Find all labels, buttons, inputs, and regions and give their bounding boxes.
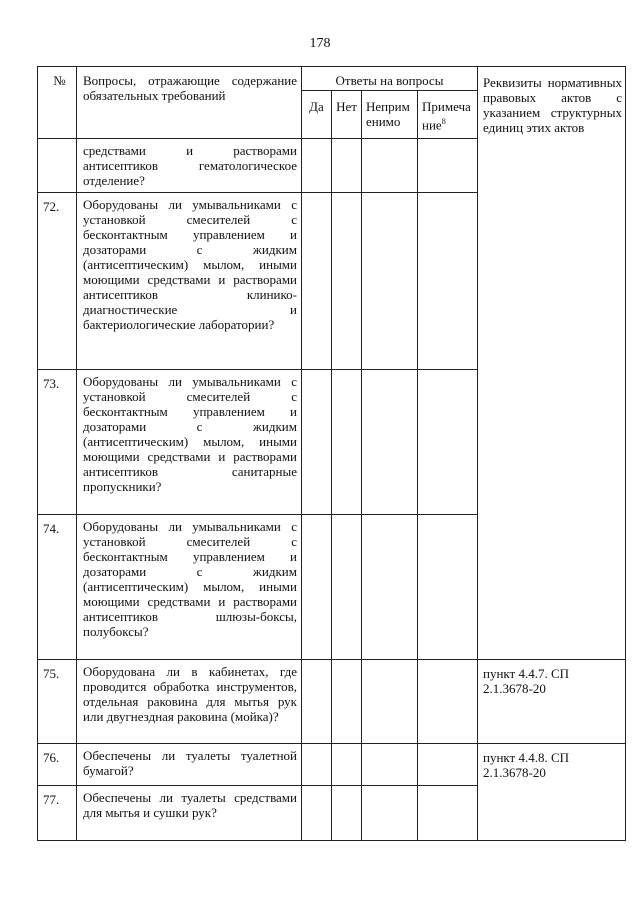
answer-yes-cell[interactable] (302, 660, 332, 744)
answer-na-cell[interactable] (362, 786, 418, 841)
row-number: 73. (38, 370, 77, 515)
row-number: 72. (38, 193, 77, 370)
header-no: Нет (332, 91, 362, 139)
header-note-line1: Примеча (422, 99, 471, 114)
header-answers: Ответы на вопросы (302, 67, 478, 91)
answer-note-cell[interactable] (418, 193, 478, 370)
answer-no-cell[interactable] (332, 744, 362, 786)
answer-yes-cell[interactable] (302, 786, 332, 841)
header-note-line2: ние (422, 117, 442, 133)
header-not-applicable-line1: Неприм (366, 99, 410, 114)
row-question: Оборудованы ли умывальниками с установкой смесителей с бесконтактным управлением и дозаторами с жидким (антисептическим) мылом, иными моющими средствами и растворами антисептиков клинико-диагностические и бактериологические лаборатории? (77, 193, 302, 370)
answer-note-cell[interactable] (418, 370, 478, 515)
row-reference: пункт 4.4.7. СП 2.1.3678-20 (478, 660, 626, 744)
row-question: Оборудованы ли умывальниками с установкой смесителей с бесконтактным управлением и дозаторами с жидким (антисептическим) мылом, иными моющими средствами и растворами антисептиков санитарные пропускники? (77, 370, 302, 515)
answer-na-cell[interactable] (362, 139, 418, 193)
row-question: Оборудованы ли умывальниками с установкой смесителей с бесконтактным управлением и дозаторами с жидким (антисептическим) мылом, иными моющими средствами и растворами антисептиков шлюзы-боксы, полубоксы? (77, 515, 302, 660)
answer-no-cell[interactable] (332, 370, 362, 515)
answer-no-cell[interactable] (332, 193, 362, 370)
header-note-footnote: 8 (441, 117, 446, 126)
answer-na-cell[interactable] (362, 370, 418, 515)
row-question: Обеспечены ли туалеты туалетной бумагой? (77, 744, 302, 786)
answer-yes-cell[interactable] (302, 744, 332, 786)
answer-no-cell[interactable] (332, 660, 362, 744)
header-question: Вопросы, отражающие содержание обязательных требований (77, 67, 302, 139)
header-yes: Да (302, 91, 332, 139)
answer-na-cell[interactable] (362, 660, 418, 744)
row-number: 74. (38, 515, 77, 660)
row-number: 77. (38, 786, 77, 841)
row-reference: пункт 4.4.8. СП 2.1.3678-20 (478, 744, 626, 841)
answer-note-cell[interactable] (418, 786, 478, 841)
answer-na-cell[interactable] (362, 193, 418, 370)
header-not-applicable (362, 91, 418, 139)
header-num: № (38, 67, 77, 139)
header-note (418, 91, 478, 139)
header-not-applicable-line2: енимо (366, 114, 401, 129)
table-row (38, 744, 626, 786)
answer-note-cell[interactable] (418, 660, 478, 744)
row-question: Оборудована ли в кабинетах, где проводится обработка инструментов, отдельная раковина для мытья рук или двугнездная раковина (мойка)? (77, 660, 302, 744)
header-requisites: Реквизиты нормативных правовых актов с указанием структурных единиц этих актов (478, 67, 626, 660)
answer-note-cell[interactable] (418, 515, 478, 660)
answer-note-cell[interactable] (418, 139, 478, 193)
answer-no-cell[interactable] (332, 786, 362, 841)
answer-no-cell[interactable] (332, 515, 362, 660)
answer-na-cell[interactable] (362, 515, 418, 660)
answer-yes-cell[interactable] (302, 139, 332, 193)
answer-no-cell[interactable] (332, 139, 362, 193)
answer-yes-cell[interactable] (302, 193, 332, 370)
answer-na-cell[interactable] (362, 744, 418, 786)
page-number: 178 (309, 36, 331, 51)
answer-note-cell[interactable] (418, 744, 478, 786)
row-number (38, 139, 77, 193)
row-number: 75. (38, 660, 77, 744)
row-question: средствами и растворами антисептиков гематологическое отделение? (77, 139, 302, 193)
answer-yes-cell[interactable] (302, 515, 332, 660)
row-number: 76. (38, 744, 77, 786)
answer-yes-cell[interactable] (302, 370, 332, 515)
header-row-top (38, 67, 626, 91)
table-row (38, 660, 626, 744)
requirements-table (37, 66, 626, 841)
row-question: Обеспечены ли туалеты средствами для мытья и сушки рук? (77, 786, 302, 841)
